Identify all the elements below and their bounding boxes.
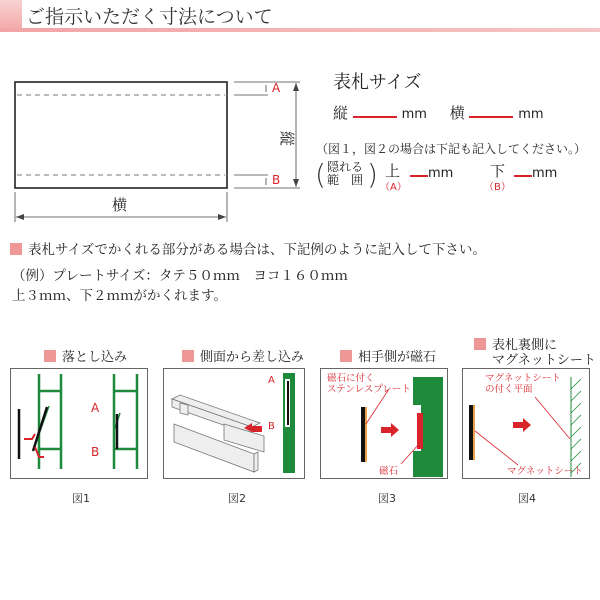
hidden-range-label: 隠れる 範 囲 [327, 160, 364, 187]
fig1-label-a: A [91, 401, 100, 415]
figure-2 [163, 368, 305, 479]
fig3-caption: 図3 [378, 492, 396, 505]
fig1-caption: 図1 [72, 492, 90, 505]
example-line-1: （例）プレートサイズ：タテ５０ｍｍ ヨコ１６０ｍｍ [12, 268, 348, 284]
size-fields [333, 102, 544, 123]
label-b: B [272, 173, 281, 187]
top-input[interactable] [410, 175, 428, 177]
bottom-input[interactable] [514, 175, 532, 177]
fig2-caption: 図2 [228, 492, 246, 505]
fig1-title: 落とし込み [44, 346, 127, 365]
top-sub: （A） [380, 182, 407, 193]
paren-close: ) [367, 158, 378, 191]
width-label: 横 [449, 104, 465, 122]
note: （図１，図２の場合は下記も記入してください。） [316, 142, 587, 156]
size-title: 表札サイズ [333, 72, 422, 93]
fig4-title: 表札裏側に マグネットシート [474, 338, 596, 368]
example-line-2: 上３ｍｍ、下２ｍｍがかくれます。 [12, 288, 227, 304]
bullet-square-icon [10, 243, 22, 255]
height-unit: mm [401, 107, 427, 122]
bottom-label: 下 [490, 162, 506, 180]
page-title: ご指示いただく寸法について [26, 6, 273, 28]
top-field: mm [410, 166, 453, 181]
width-unit: mm [518, 107, 544, 122]
bottom-sub: （B） [484, 182, 511, 193]
label-a: A [272, 81, 281, 95]
width-input[interactable] [469, 116, 513, 118]
height-input[interactable] [353, 116, 397, 118]
top-label: 上 [385, 162, 401, 180]
label-width: 横 [112, 196, 128, 214]
fig4-caption: 図4 [518, 492, 536, 505]
instruction-bullet: 表札サイズでかくれる部分がある場合は、下記例のように記入して下さい。 [10, 238, 486, 258]
fig2-label-b: B [268, 421, 275, 432]
fig2-label-a: A [268, 375, 275, 386]
fig3-title: 相手側が磁石 [340, 346, 436, 365]
bottom-field: mm [514, 166, 557, 181]
figure-4 [462, 368, 590, 479]
header-accent [0, 0, 22, 30]
surface-label: マグネットシート の付く平面 [485, 373, 561, 395]
fig1-label-b: B [91, 445, 100, 459]
plate-label: 磁石に付く ステンレスプレート [327, 373, 411, 395]
height-label: 縦 [333, 104, 349, 122]
figure-1 [10, 368, 148, 479]
plate-dimension-diagram [0, 70, 300, 230]
magnet-label: 磁石 [379, 466, 399, 477]
label-height: 縦 [278, 130, 297, 147]
plate-outline [15, 82, 227, 188]
figure-3 [320, 368, 448, 479]
paren-open: ( [315, 158, 326, 191]
fig2-title: 側面から差し込み [182, 346, 304, 365]
sheet-label: マグネットシート [507, 466, 583, 477]
